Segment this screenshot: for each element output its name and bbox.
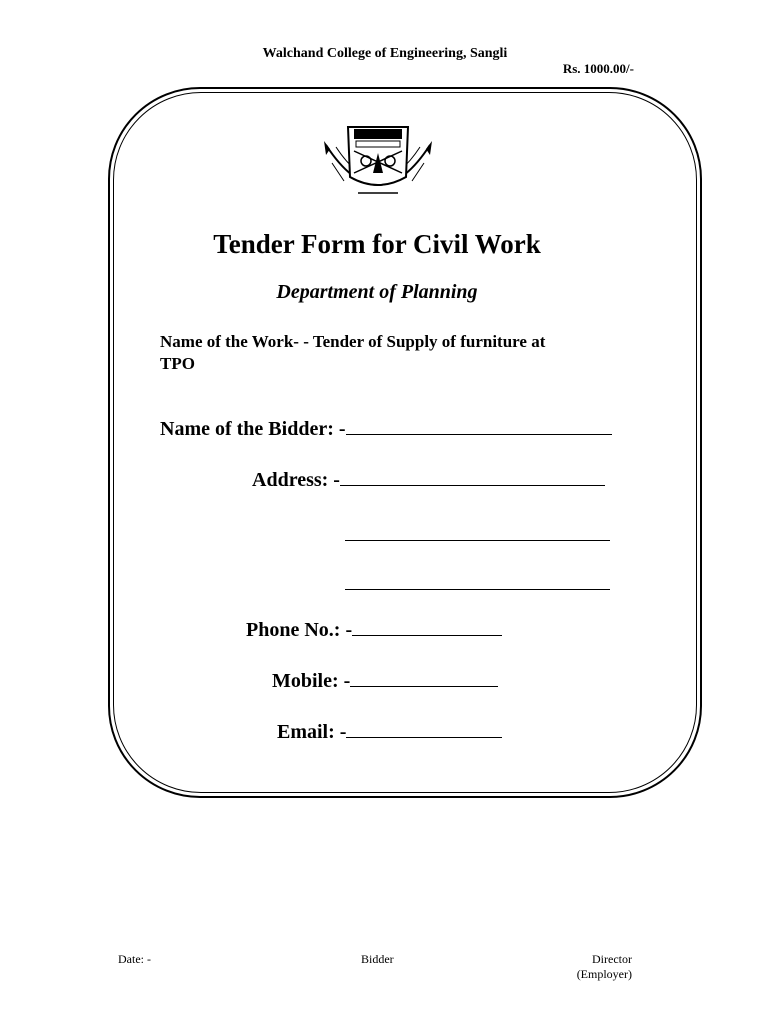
college-name: Walchand College of Engineering, Sangli: [262, 46, 508, 61]
work-name-line-1: Name of the Work- - Tender of Supply of furniture at: [160, 332, 546, 351]
mobile-label: Mobile: -: [272, 670, 351, 692]
phone-row: [246, 619, 502, 642]
bidder-name-field[interactable]: [346, 418, 612, 435]
address-field-line-3[interactable]: [345, 588, 610, 590]
bidder-name-row: [160, 418, 612, 441]
director-label: Director: [592, 952, 632, 966]
college-seal-icon: [318, 115, 438, 205]
employer-label: (Employer): [576, 967, 632, 981]
mobile-field[interactable]: [350, 670, 498, 687]
bidder-signature-label: Bidder: [361, 952, 394, 966]
email-field[interactable]: [346, 721, 502, 738]
phone-label: Phone No.: -: [246, 619, 353, 641]
department-name: Department of Planning: [276, 281, 478, 303]
email-label: Email: -: [277, 721, 347, 743]
mobile-row: [272, 670, 498, 693]
address-row: [252, 469, 605, 492]
tender-price: Rs. 1000.00/-: [562, 61, 634, 76]
phone-field[interactable]: [352, 619, 502, 636]
work-name: [160, 331, 620, 375]
date-label: Date: -: [118, 952, 151, 966]
address-field-line-2[interactable]: [345, 539, 610, 541]
address-field-line-1[interactable]: [340, 469, 605, 486]
address-label: Address: -: [252, 469, 340, 491]
bidder-name-label: Name of the Bidder: -: [160, 418, 346, 440]
email-row: [277, 721, 502, 744]
work-name-line-2: TPO: [160, 354, 195, 373]
form-title: Tender Form for Civil Work: [213, 229, 541, 259]
